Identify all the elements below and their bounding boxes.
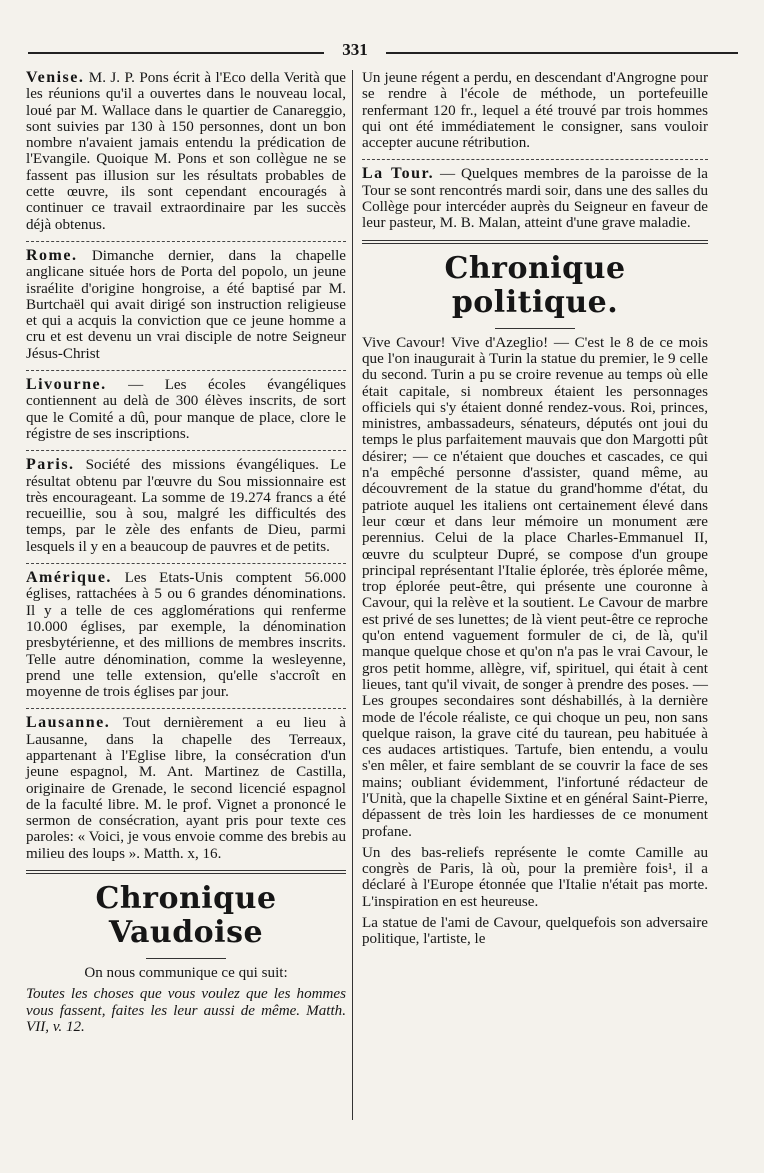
separator [362,159,708,160]
amerique-lead: Amérique. [26,569,112,587]
venise-lead: Venise. [26,69,85,86]
livourne-paragraph [26,377,346,442]
amerique-text: Les Etats-Unis comptent 56.000 églises, rattachées à 5 ou 6 grandes dénominations. Il y a telle de ces agglomérations qui renferme 10.000 églises, par exemple, la dénomination presbytérienne, et des millions de membres inscrits. Telle autre dénomination, comme la wesleyenne, prend une telle extension, qu'elle s'accroît en moyenne de trois églises par jour. [26,570,346,701]
vaudoise-intro: On nous communique ce qui suit: [84,965,288,982]
rome-text: Dimanche dernier, dans la chapelle anglicane située hors de Porta del popolo, un jeune israélite d'origine hongroise, a été baptisé par M. Burtchaël qui avait dirigé son instruction religieuse et qui a acquis la conviction que ce jeune homme a cru et est devenu un vrai disciple de notre Seigneur Jésus-Christ [26,247,346,362]
separator [26,708,346,709]
paris-lead: Paris. [26,456,75,474]
vaudoise-title: Chronique Vaudoise [95,881,277,951]
latour-paragraph [362,166,708,231]
latour-text: — Quelques membres de la paroisse de la Tour se sont rencontrés mardi soir, dans une des salles du Collège pour intercéder auprès du Seigneur en faveur de leur pasteur, M. B. Malan, atteint d'une grave maladie. [362,166,708,232]
left-column [26,70,346,1035]
livourne-text: — Les écoles évangéliques contiennent au delà de 300 élèves inscrits, de sort que le Comité a dû, pour manque de place, clore le régistre de ses inscriptions. [26,377,346,442]
header-rule-right [386,52,738,54]
separator [26,450,346,451]
title-rule [146,958,226,959]
rome-lead: Rome. [26,246,78,264]
page-number: 331 [342,40,368,59]
lausanne-paragraph [26,715,346,862]
header-rule-left [28,52,324,54]
venise-text: M. J. P. Pons écrit à l'Eco della Verità que les réunions qu'il a ouvertes dans le nouveau local, loué par M. Wallace dans le quartier de Canareggio, sont suivies par 130 à 150 personnes, dont un bon nombre n'avaient jamais entendu la prédication de l'Evangile. Quoique M. Pons et son collègue ne se fassent pas illusion sur les résultats probables de cette œuvre, ils sont cependant encouragés à continuer ce travail extraordinaire par les succès déjà obtenus. [26,70,346,233]
separator [26,563,346,564]
amerique-paragraph [26,570,346,700]
latour-lead: La Tour. [362,165,435,183]
politique-paragraph-3: La statue de l'ami de Cavour, quelquefois son adversaire politique, l'artiste, le [362,915,708,948]
rome-paragraph [26,248,346,362]
separator [26,241,346,242]
section-separator [26,870,346,874]
venise-paragraph [26,70,346,233]
politique-paragraph-1: Vive Cavour! Vive d'Azeglio! — C'est le 8 de ce mois que l'on inaugurait à Turin la statue du premier, le 9 celle du second. Turin a pu se croire revenue au temps où elle était capitale, si nombreux étaient les personnages officiels qui s'y étaient donné rendez-vous. Roi, princes, ministres, ambassadeurs, sénateurs, députés ont joui du temps le plus parfaitement mauvais que don Margotti pût désirer; — ce n'étaient que douches et cascades, ce qui n'a empêché personne d'assister, quand même, au découvrement de la statue du grand'homme d'état, du patriote auquel les italiens ont certainement élevé dans leur cœur et dans leur mémoire un monument ære perennius. Celui de la place Charles-Emmanuel II, œuvre du sculpteur Dupré, se compose d'un groupe principal représentant l'Italie éplorée, très éplorée même, trop éplorée peut-être, qui présente une couronne à Cavour, qui la relève et la soutient. Le Cavour de marbre est privé de ses lunettes; de là vient peut-être ce reproche qu'on entend vaguement formuler de ci, de là, qu'il manque quelque chose et qu'on n'a pas le vrai Cavour, le gros petit homme, allègre, vif, spirituel, qui était à cent lieues, tant qu'il vivait, de songer à prendre des poses. — Les groupes secondaires sont déshabillés, à la dernière mode de l'école réaliste, ce qui choque un peu, non sans quelque raison, la grave cité du taurean, peu habituée à ces audaces artistiques. Tartufe, bien entendu, a voulu s'en mêler, et faire semblant de se couvrir la face de ses mains; oubliant évidemment, l'infortuné rédacteur de l'Unità, que la chapelle Sixtine et en général Saint-Pierre, dépassent de très loin les hardiesses de ce monument profane. [362,334,708,840]
right-column [362,70,708,948]
title-rule [495,328,575,329]
page-header [28,40,738,64]
livourne-lead: Livourne. [26,376,107,394]
lausanne-text: Tout dernièrement a eu lieu à Lausanne, dans la chapelle des Terreaux, appartenant à l'Eglise libre, la consécration d'un jeune espagnol, M. Ant. Martinez de Castilla, originaire de Grenade, le second licencié espagnol de la faculté libre. M. le prof. Vignet a prononcé le sermon de consécration, ayant pris pour texte ces paroles: « Voici, je vous envoie comme des brebis au milieu des loups ». Matth. x, 16. [26,715,346,862]
politique-title: Chronique politique. [444,250,626,320]
regent-paragraph: Un jeune régent a perdu, en descendant d'Angrogne pour se rendre à l'école de méthode, un portefeuille renfermant 120 fr., lequel a été trouvé par trois hommes qui ont été immédiatement le consigner, sans vouloir accepter aucune rétribution. [362,70,708,152]
vaudoise-epigraph: Toutes les choses que vous voulez que les hommes vous fassent, faites les leur aussi de même. Matth. VII, v. 12. [26,986,346,1035]
column-divider [352,70,353,1120]
paris-text: Société des missions évangéliques. Le résultat obtenu par l'œuvre du Sou missionnaire est très encourageant. La somme de 19.274 francs a été recueillie, sou à sou, malgré les difficultés des temps, par le zèle des enfants de Dieu, parmi lesquels il y en a beaucoup de pauvres et de petits. [26,457,346,555]
politique-paragraph-2: Un des bas-reliefs représente le comte Camille au congrès de Paris, là où, pour la première fois¹, il a déclaré à l'Europe étonnée que l'Italie n'était pas morte. L'inspiration en est heureuse. [362,844,708,910]
lausanne-lead: Lausanne. [26,714,111,732]
section-separator [362,240,708,244]
separator [26,370,346,371]
paris-paragraph [26,457,346,555]
